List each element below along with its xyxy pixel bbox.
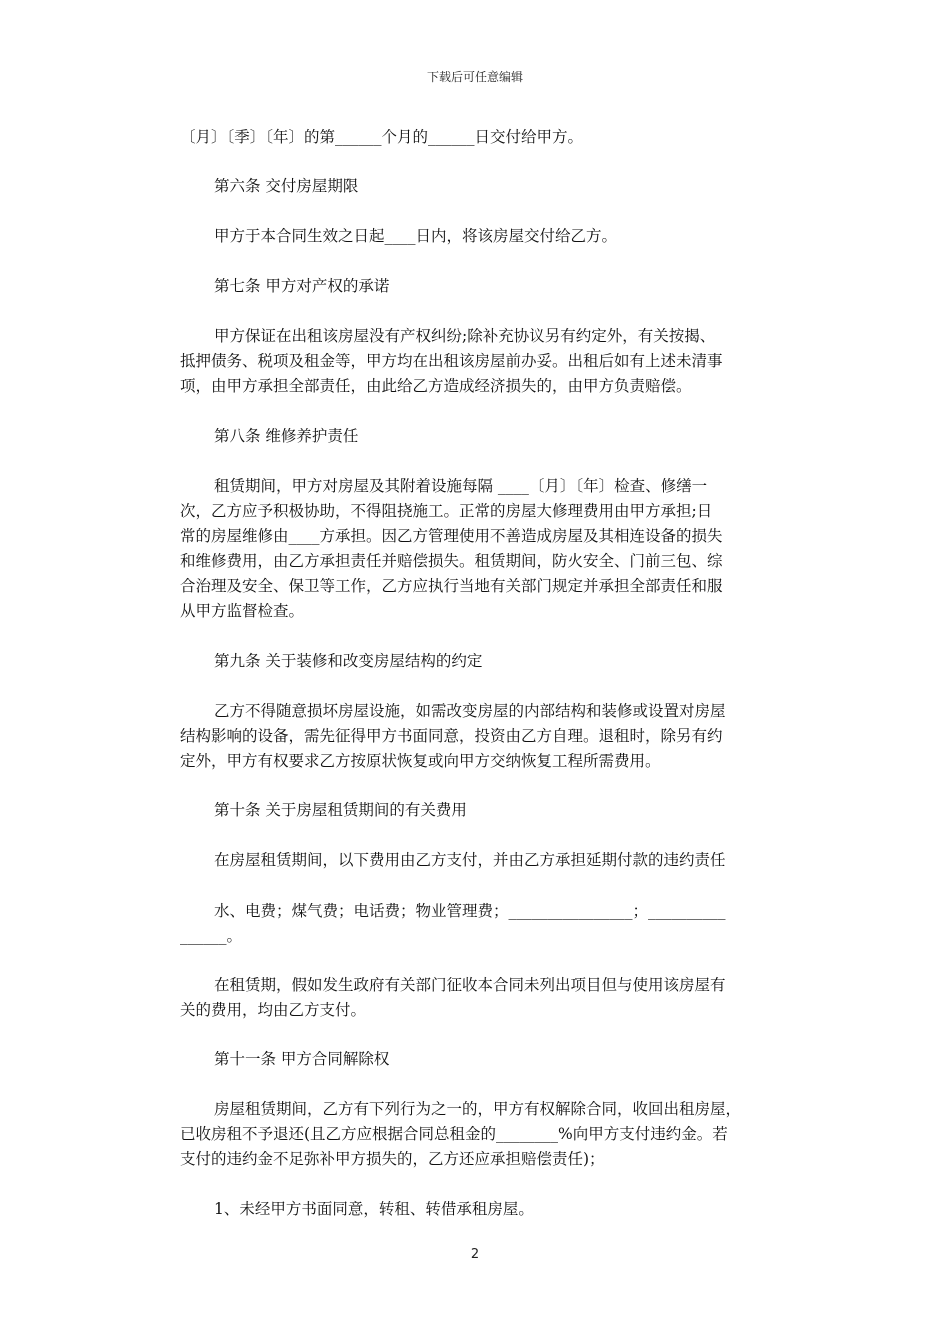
page-number: 2 bbox=[470, 1247, 480, 1262]
text-line: ______。 bbox=[180, 927, 243, 945]
text-line: 合治理及安全、保卫等工作，乙方应执行当地有关部门规定并承担全部责任和服 bbox=[180, 577, 723, 595]
text-line: 在租赁期，假如发生政府有关部门征收本合同未列出项目但与使用该房屋有 bbox=[214, 976, 726, 994]
article-heading: 第八条 维修养护责任 bbox=[214, 427, 359, 445]
text-line: 关的费用，均由乙方支付。 bbox=[180, 1001, 367, 1019]
text-line: 乙方不得随意损坏房屋设施，如需改变房屋的内部结构和装修或设置对房屋 bbox=[214, 702, 726, 720]
list-item: 1、未经甲方书面同意，转租、转借承租房屋。 bbox=[214, 1200, 534, 1218]
text-line: 支付的违约金不足弥补甲方损失的，乙方还应承担赔偿责任)； bbox=[180, 1150, 605, 1168]
text-line: 〔月〕〔季〕〔年〕的第______个月的______日交付给甲方。 bbox=[180, 128, 584, 146]
text-line: 水、电费；煤气费；电话费；物业管理费；________________；__________ bbox=[214, 902, 726, 920]
text-line: 定外，甲方有权要求乙方按原状恢复或向甲方交纳恢复工程所需费用。 bbox=[180, 752, 661, 770]
article-heading: 第七条 甲方对产权的承诺 bbox=[214, 277, 390, 295]
text-line: 从甲方监督检查。 bbox=[180, 602, 305, 620]
text-line: 已收房租不予退还(且乙方应根据合同总租金的________%向甲方支付违约金。若 bbox=[180, 1125, 728, 1143]
text-line: 租赁期间，甲方对房屋及其附着设施每隔 ____〔月〕〔年〕检查、修缮一 bbox=[214, 477, 708, 495]
text-line: 甲方保证在出租该房屋没有产权纠纷;除补充协议另有约定外，有关按揭、 bbox=[214, 327, 716, 345]
article-heading: 第十一条 甲方合同解除权 bbox=[214, 1050, 390, 1068]
article-heading: 第六条 交付房屋期限 bbox=[214, 177, 359, 195]
text-line: 结构影响的设备，需先征得甲方书面同意，投资由乙方自理。退租时，除另有约 bbox=[180, 727, 723, 745]
page-header: 下载后可任意编辑 bbox=[426, 70, 523, 84]
text-line: 甲方于本合同生效之日起____日内，将该房屋交付给乙方。 bbox=[214, 227, 618, 245]
text-line: 常的房屋维修由____方承担。因乙方管理使用不善造成房屋及其相连设备的损失 bbox=[180, 527, 723, 545]
text-line: 抵押债务、税项及租金等，甲方均在出租该房屋前办妥。出租后如有上述未清事 bbox=[180, 352, 723, 370]
text-line: 房屋租赁期间，乙方有下列行为之一的，甲方有权解除合同，收回出租房屋， bbox=[214, 1100, 742, 1118]
article-heading: 第十条 关于房屋租赁期间的有关费用 bbox=[214, 801, 467, 819]
article-heading: 第九条 关于装修和改变房屋结构的约定 bbox=[214, 652, 483, 670]
text-line: 和维修费用，由乙方承担责任并赔偿损失。租赁期间，防火安全、门前三包、综 bbox=[180, 552, 723, 570]
text-line: 在房屋租赁期间，以下费用由乙方支付，并由乙方承担延期付款的违约责任 bbox=[214, 851, 726, 869]
text-line: 次，乙方应予积极协助，不得阻挠施工。正常的房屋大修理费用由甲方承担;日 bbox=[180, 502, 713, 520]
text-line: 项，由甲方承担全部责任，由此给乙方造成经济损失的，由甲方负责赔偿。 bbox=[180, 377, 692, 395]
